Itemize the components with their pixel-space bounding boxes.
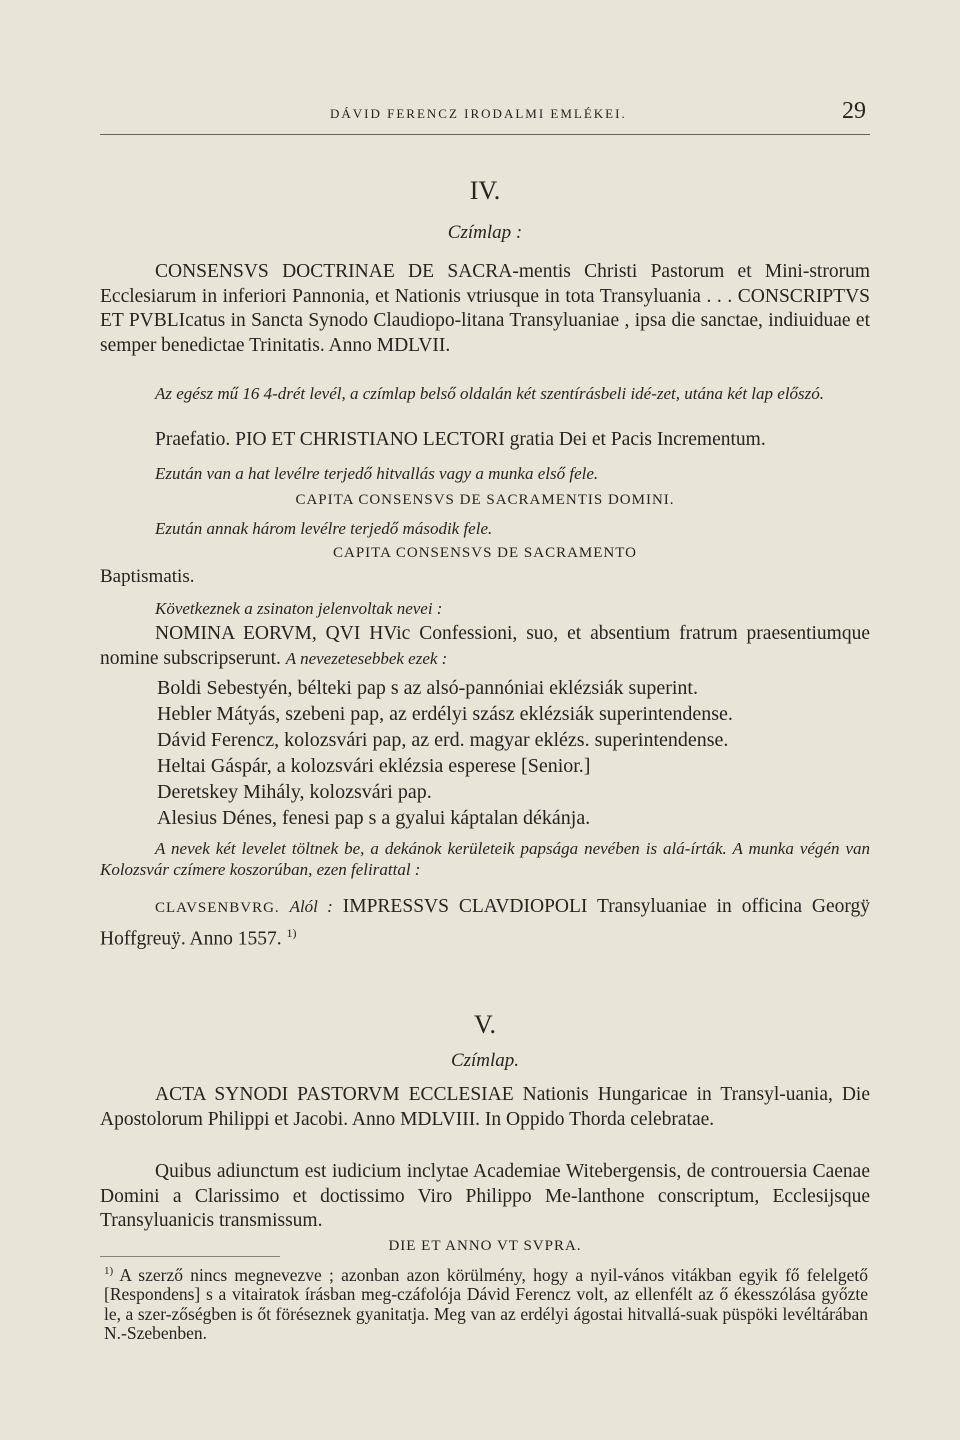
nomina-text: NOMINA EORVM, QVI HVic Confessioni, suo, et absentium fratrum praesentiumque nomine subscripserunt. <box>100 623 870 669</box>
signatory-item: Heltai Gáspár, a kolozsvári eklézsia esperese [Senior.] <box>157 755 591 777</box>
section-4-title-text: CONSENSVS DOCTRINAE DE SACRA-mentis Christi Pastorum et Mini-strorum Ecclesiarum in inferiori Pannonia, et Nationis vtriusque in tota Transyluania . . . CONSCRIPTVS ET PVBLIcatus in Sancta Synodo Claudiopo-litana Transyluaniae , ipsa die sanctae, indiuiduae et semper benedictae Trinitatis. Anno MDLVII. <box>100 261 870 356</box>
section-5-iudicium: Quibus adiunctum est iudicium inclytae Academiae Witebergensis, de controuersia Caenae Domini a Clarissimo et doctissimo Viro Philippo Me-lanthone conscriptum, Ecclesijsque Transyluanicis transmissum. <box>100 1161 870 1231</box>
section-4-czimlap-label: Czímlap : <box>447 222 523 243</box>
imprint-text: IMPRESSVS CLAVDIOPOLI Transyluaniae in officina Georgÿ Hoffgreuÿ. Anno 1557. <box>100 896 871 949</box>
section-4-note-second-half: Ezután annak három levélre terjedő második fele. <box>155 519 493 538</box>
header-title: DÁVID FERENCZ IRODALMI EMLÉKEI. <box>330 106 627 121</box>
signatory-item: Deretskey Mihály, kolozsvári pap. <box>157 781 432 803</box>
section-5-date-note: DIE ET ANNO VT SVPRA. <box>388 1238 582 1254</box>
signatory-item: Dávid Ferencz, kolozsvári pap, az erd. magyar eklézs. superintendense. <box>157 729 729 751</box>
section-4-capita-baptismatis: CAPITA CONSENSVS DE SACRAMENTO <box>333 545 637 561</box>
footnote-text: A szerző nincs megnevezve ; azonban azon körülmény, hogy a nyil-vános vitákban egyik fő felelgető [Respondens] s a vitairatok írásban meg-czáfolója Dávid Ferencz volt, az ellenfélt az ő ékesszólása győzte le, a szer-zőségben is őt föréseznek gyanitatja. Meg van az erdélyi ágostai hitvallá-suak püspöki levéltárában N.-Szebenben. <box>104 1264 868 1344</box>
section-4-colophon-note: A nevek két levelet töltnek be, a dekánok kerületeik papsága nevében is alá-írták. A munka végén van Kolozsvár czímere koszorúban, ezen felirattal : <box>100 839 870 879</box>
footnote <box>104 1262 868 1344</box>
running-header <box>100 100 870 135</box>
footnote-divider <box>100 1256 280 1257</box>
section-5-number: V. <box>474 1010 496 1039</box>
section-4-description: Az egész mű 16 4-drét levél, a czímlap belső oldalán két szentírásbeli idé-zet, utána két lap előszó. <box>155 384 825 403</box>
signatory-item: Alesius Dénes, fenesi pap s a gyalui káptalan dékánja. <box>157 807 591 829</box>
section-5-czimlap-label: Czímlap. <box>450 1050 520 1071</box>
section-4-praefatio: Praefatio. PIO ET CHRISTIANO LECTORI gratia Dei et Pacis Incrementum. <box>155 429 766 450</box>
signatory-item: Boldi Sebestyén, bélteki pap s az alsó-pannóniai eklézsiák superint. <box>157 677 698 699</box>
nomina-note: A nevezetesebbek ezek : <box>285 648 448 668</box>
imprint-alol: Alól : <box>289 897 333 916</box>
footnote-mark: 1) <box>104 1265 114 1277</box>
section-4-capita-sacramentis: CAPITA CONSENSVS DE SACRAMENTIS DOMINI. <box>295 492 675 508</box>
section-5-acta-title: ACTA SYNODI PASTORVM ECCLESIAE Nationis Hungaricae in Transyl-uania, Die Apostolorum Philippi et Jacobi. Anno MDLVIII. In Oppido Thorda celebratae. <box>100 1084 870 1130</box>
signatory-item: Hebler Mátyás, szebeni pap, az erdélyi szász eklézsiák superintendense. <box>157 703 733 725</box>
section-4-baptismatis: Baptismatis. <box>100 566 195 587</box>
footnote-reference: 1) <box>286 925 297 940</box>
section-4-names-intro: Következnek a zsinaton jelenvoltak nevei : <box>155 599 443 618</box>
section-4-imprint <box>100 895 870 952</box>
section-4-nomina <box>100 622 870 671</box>
page-number: 29 <box>842 98 866 124</box>
section-4-note-first-half: Ezután van a hat levélre terjedő hitvallás vagy a munka első fele. <box>155 464 599 483</box>
section-4-number: IV. <box>469 176 501 205</box>
signatory-list <box>100 675 870 831</box>
imprint-claysenburg: CLAVSENBVRG. <box>155 900 280 916</box>
